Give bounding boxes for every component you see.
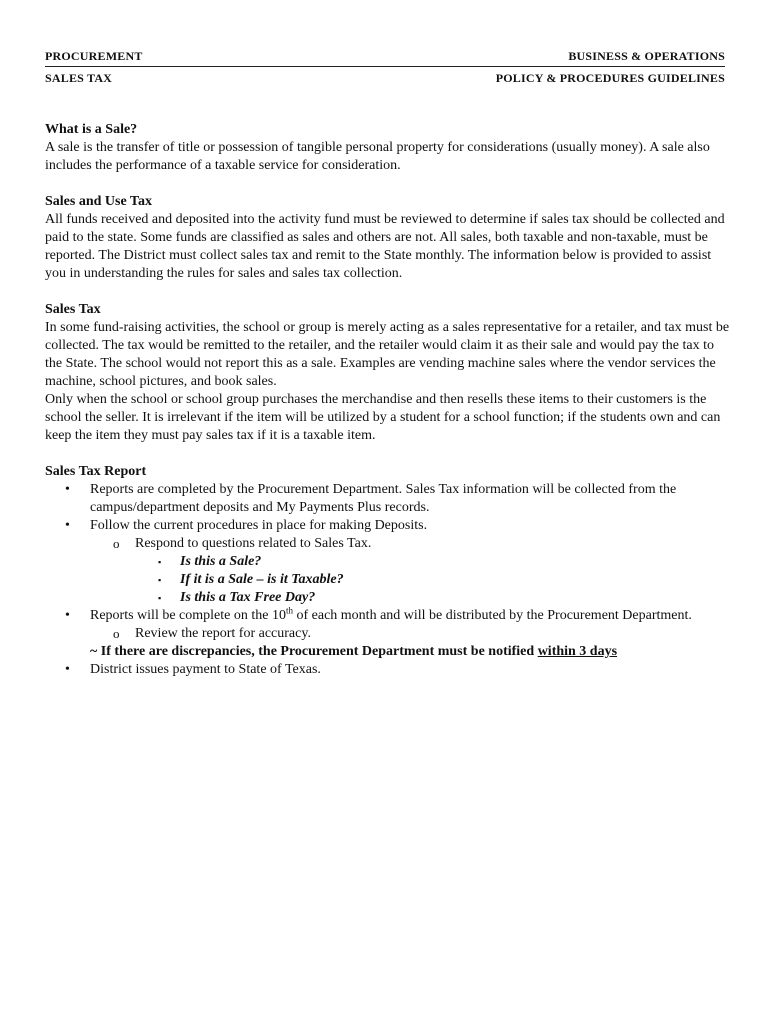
list-item bbox=[45, 517, 730, 607]
section-sales-tax-report bbox=[45, 463, 730, 679]
list-item-text: District issues payment to State of Texas. bbox=[90, 662, 321, 677]
disc-bullet-icon: • bbox=[65, 518, 70, 533]
ordinal-suffix: th bbox=[285, 605, 293, 616]
sub-list-item-text: Respond to questions related to Sales Tax. bbox=[135, 536, 372, 551]
circle-bullet-icon: o bbox=[113, 536, 120, 551]
notice-text: ~ If there are discrepancies, the Procurement Department must be notified bbox=[90, 644, 538, 659]
report-date-text-post: of each month and will be distributed by the Procurement Department. bbox=[292, 608, 692, 623]
section-what-is-sale bbox=[45, 121, 730, 175]
section-title: Sales Tax bbox=[45, 302, 101, 317]
section-title: Sales Tax Report bbox=[45, 464, 147, 479]
list-item-text bbox=[90, 605, 692, 623]
square-bullet-icon: ▪ bbox=[158, 557, 162, 567]
section-title: What is a Sale? bbox=[45, 122, 138, 137]
report-list bbox=[45, 481, 730, 643]
question-list bbox=[135, 553, 730, 607]
sub-list bbox=[90, 535, 730, 607]
list-item-text: Follow the current procedures in place for making Deposits. bbox=[90, 518, 428, 533]
document-body bbox=[45, 121, 730, 697]
disc-bullet-icon: • bbox=[65, 482, 70, 497]
header-top-row bbox=[45, 49, 725, 64]
section-sales-use-tax bbox=[45, 193, 730, 283]
question-item bbox=[135, 553, 730, 571]
report-date-text-pre: Reports will be complete on the 10 bbox=[90, 608, 286, 623]
question-item bbox=[135, 589, 730, 607]
header-bottom-row bbox=[45, 71, 725, 86]
notice-deadline: within 3 days bbox=[537, 644, 618, 659]
discrepancy-notice bbox=[45, 643, 730, 661]
list-item bbox=[45, 481, 730, 517]
circle-bullet-icon: o bbox=[113, 626, 120, 641]
section-sales-tax bbox=[45, 301, 730, 445]
section-title: Sales and Use Tax bbox=[45, 194, 152, 209]
sub-list-item bbox=[90, 535, 730, 607]
sub-list-item-text: Review the report for accuracy. bbox=[135, 626, 311, 641]
report-list-continued bbox=[45, 661, 730, 679]
section-paragraph: A sale is the transfer of title or possession of tangible personal property for considerations (usually money). A sale also includes the performance of a taxable service for consideration. bbox=[45, 140, 710, 173]
section-paragraph: In some fund-raising activities, the school or group is merely acting as a sales representative for a retailer, and tax must be collected. The tax would be remitted to the retailer, and the retailer would claim it as their sale and would pay the tax to the State. The school would not report this as a sale. Examples are vending machine sales where the vendor services the machine, school pictures, and book sales. bbox=[45, 320, 730, 389]
disc-bullet-icon: • bbox=[65, 608, 70, 623]
list-item bbox=[45, 607, 730, 643]
question-text: Is this a Sale? bbox=[180, 554, 262, 569]
question-item bbox=[135, 571, 730, 589]
section-paragraph: All funds received and deposited into the activity fund must be reviewed to determine if sales tax should be collected and paid to the state. Some funds are classified as sales and others are not. All sales, both taxable and non-taxable, must be reported. The District must collect sales tax and remit to the State monthly. The information below is provided to assist you in understanding the rules for sales and sales tax collection. bbox=[45, 212, 725, 281]
header-doc-type: POLICY & PROCEDURES GUIDELINES bbox=[495, 71, 725, 85]
header-division: BUSINESS & OPERATIONS bbox=[568, 49, 725, 63]
question-text: Is this a Tax Free Day? bbox=[180, 590, 316, 605]
sub-list bbox=[90, 625, 730, 643]
section-paragraph: Only when the school or school group purchases the merchandise and then resells these items to their customers is the school the seller. It is irrelevant if the item will be utilized by a student for a school function; if the students own and can keep the item they must pay sales tax if it is a taxable item. bbox=[45, 392, 721, 443]
question-text: If it is a Sale – is it Taxable? bbox=[180, 572, 344, 587]
list-item-text: Reports are completed by the Procurement Department. Sales Tax information will be collected from the campus/department deposits and My Payments Plus records. bbox=[90, 482, 677, 515]
header-topic: SALES TAX bbox=[45, 71, 113, 85]
header-divider bbox=[45, 66, 725, 67]
disc-bullet-icon: • bbox=[65, 662, 70, 677]
header-department: PROCUREMENT bbox=[45, 49, 143, 63]
sub-list-item bbox=[90, 625, 730, 643]
square-bullet-icon: ▪ bbox=[158, 593, 162, 603]
list-item bbox=[45, 661, 730, 679]
square-bullet-icon: ▪ bbox=[158, 575, 162, 585]
